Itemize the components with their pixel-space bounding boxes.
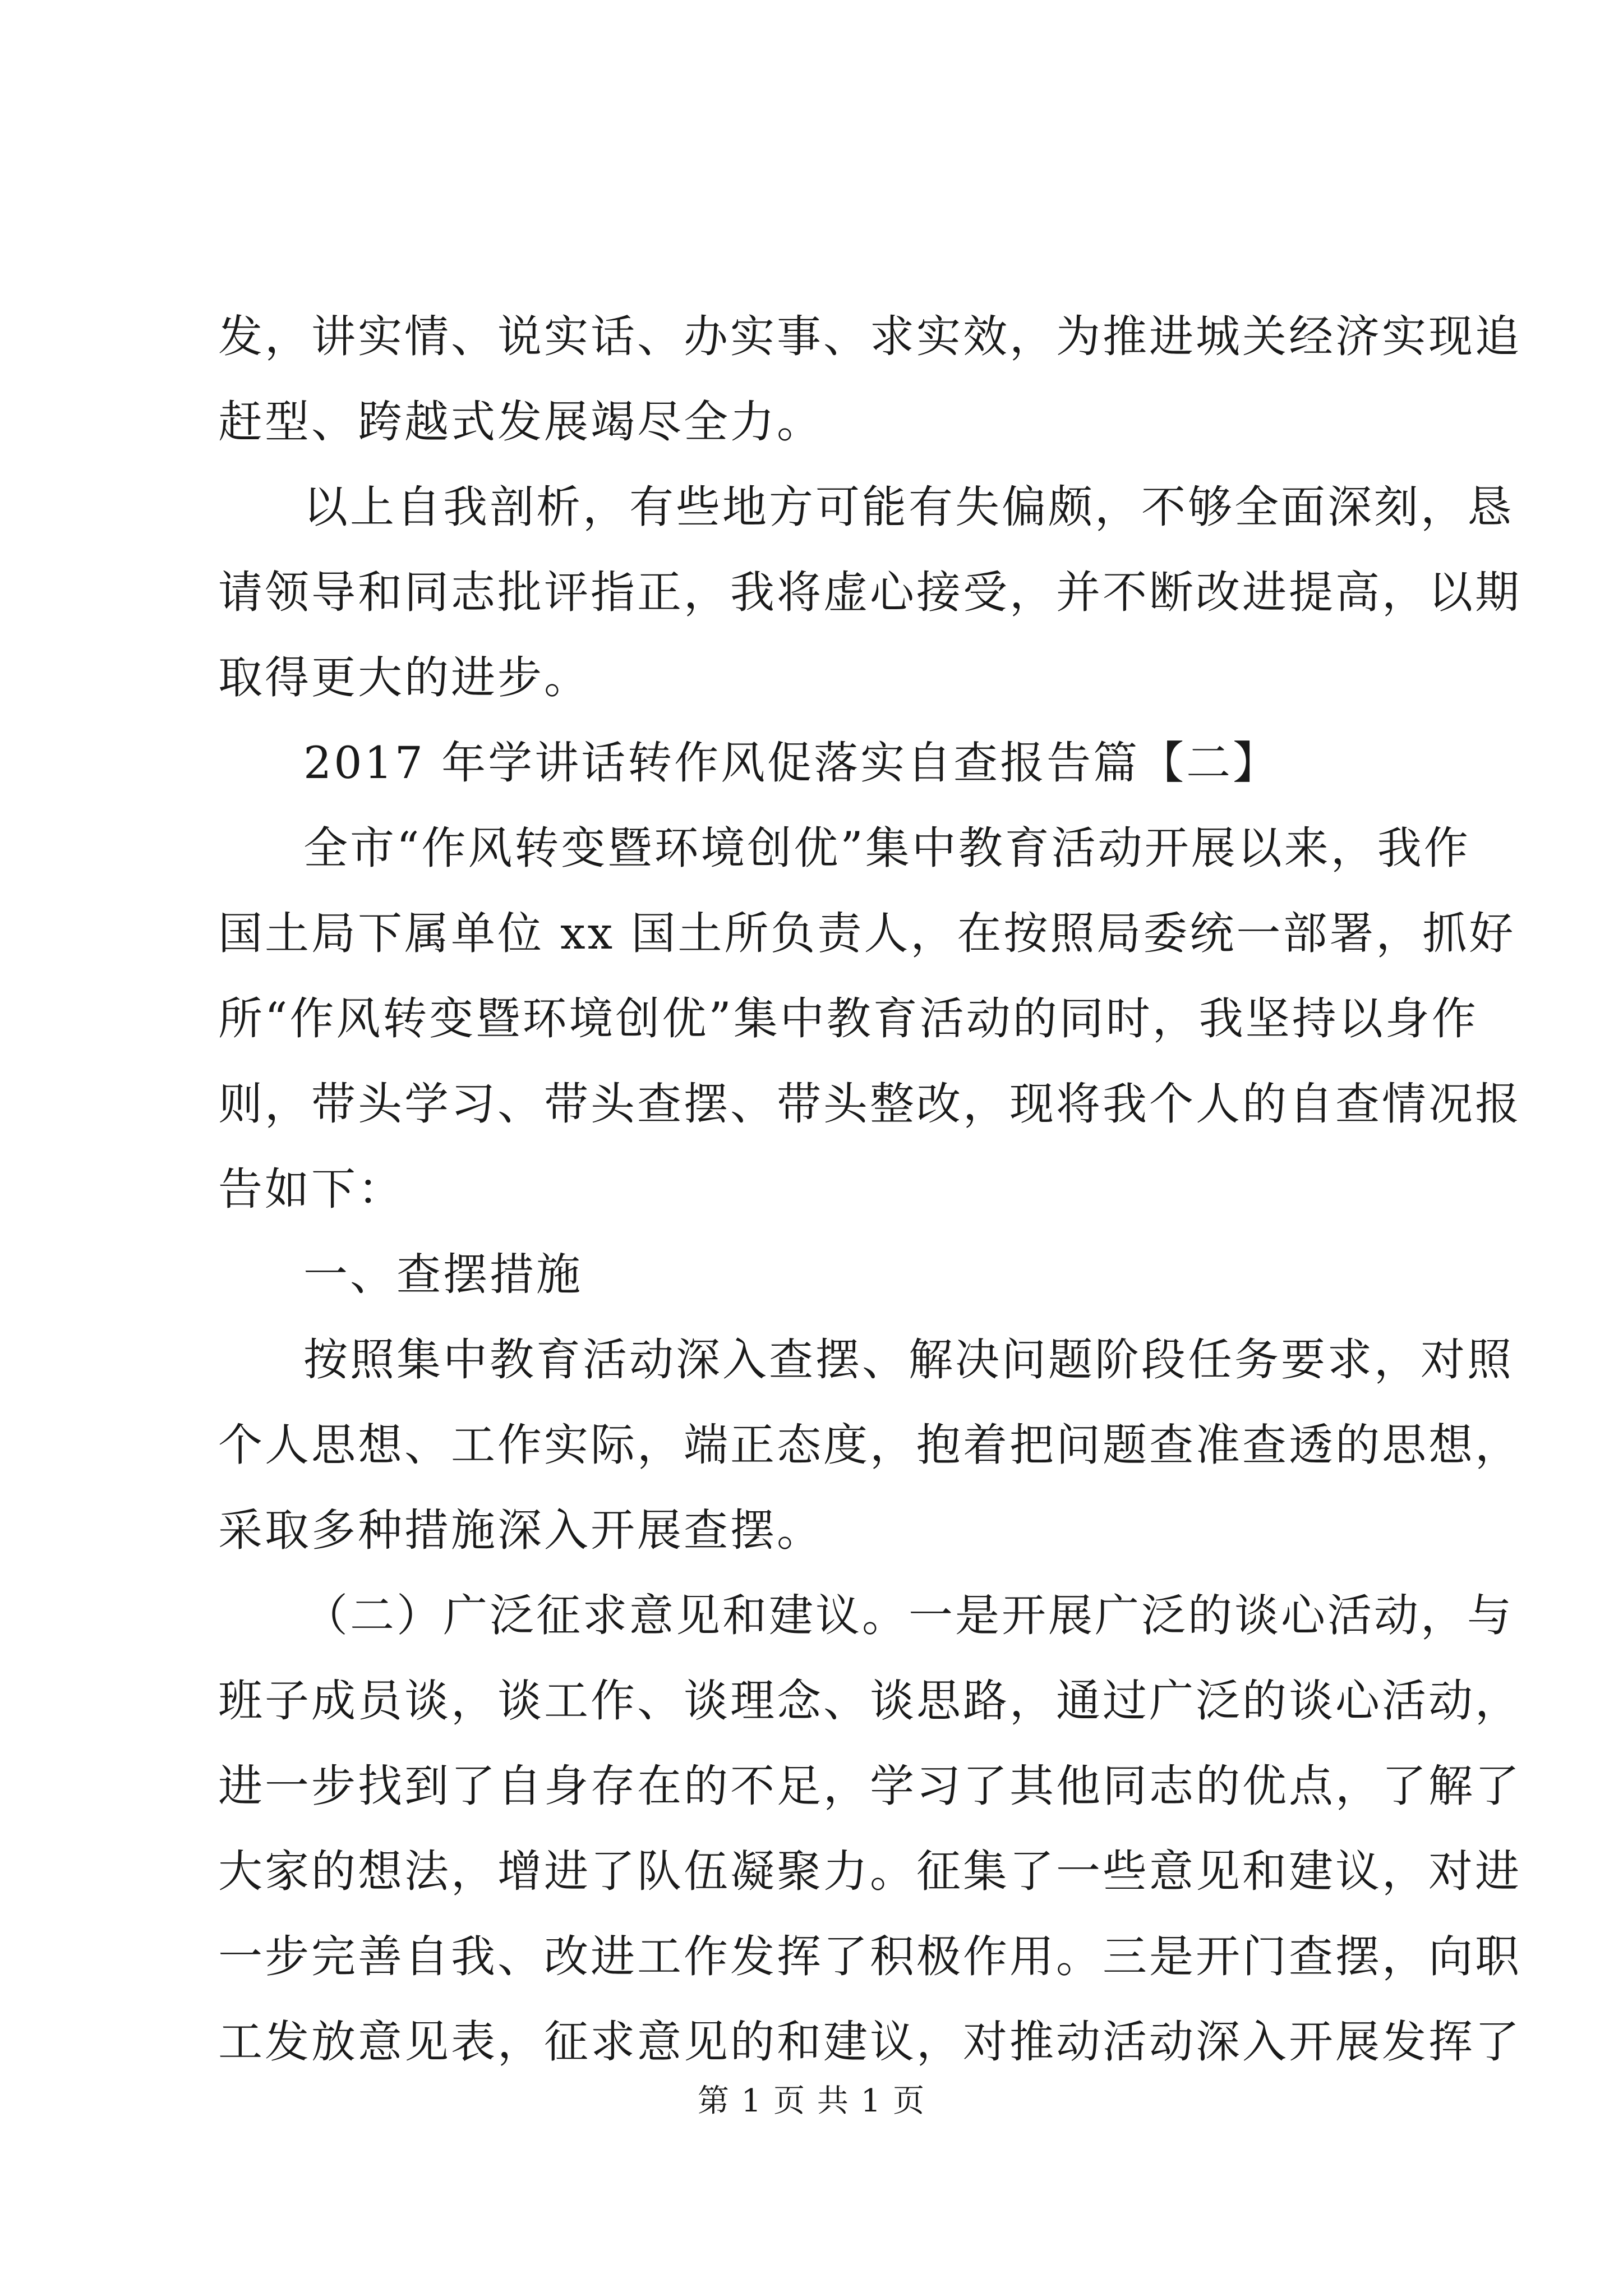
text-line: 班子成员谈，谈工作、谈理念、谈思路，通过广泛的谈心活动， (218, 1675, 1521, 1727)
text-line: 发，讲实情、说实话、办实事、求实效，为推进城关经济实现追 (218, 311, 1521, 362)
text-line: 工发放意见表，征求意见的和建议，对推动活动深入开展发挥了 (218, 2016, 1521, 2068)
text-line: 采取多种措施深入开展查摆。 (218, 1504, 823, 1556)
text-line: 一步完善自我、改进工作发挥了积极作用。三是开门查摆，向职 (218, 1931, 1521, 1982)
text-line: （二）广泛征求意见和建议。一是开展广泛的谈心活动，与 (303, 1590, 1514, 1641)
section-heading: 2017 年学讲话转作风促落实自查报告篇【二】 (303, 737, 1280, 789)
text-line: 全市“作风转变暨环境创优”集中教育活动开展以来，我作 (303, 822, 1470, 874)
text-line: 告如下： (218, 1163, 404, 1215)
section-heading: 一、查摆措施 (303, 1249, 583, 1300)
text-line: 所“作风转变暨环境创优”集中教育活动的同时，我坚持以身作 (218, 993, 1478, 1045)
text-line: 进一步找到了自身存在的不足，学习了其他同志的优点，了解了 (218, 1760, 1521, 1812)
text-line: 则，带头学习、带头查摆、带头整改，现将我个人的自查情况报 (218, 1078, 1521, 1130)
page-number-footer: 第 1 页 共 1 页 (697, 2083, 926, 2119)
text-line: 取得更大的进步。 (218, 652, 591, 703)
text-line: 请领导和同志批评指正，我将虚心接受，并不断改进提高，以期 (218, 567, 1521, 618)
text-line: 赶型、跨越式发展竭尽全力。 (218, 396, 823, 448)
text-line: 按照集中教育活动深入查摆、解决问题阶段任务要求，对照 (303, 1334, 1514, 1386)
text-line: 国土局下属单位 xx 国土所负责人，在按照局委统一部署，抓好 (218, 908, 1516, 959)
text-line: 个人思想、工作实际，端正态度，抱着把问题查准查透的思想， (218, 1419, 1521, 1471)
text-line: 大家的想法，增进了队伍凝聚力。征集了一些意见和建议，对进 (218, 1846, 1521, 1897)
text-line: 以上自我剖析，有些地方可能有失偏颇，不够全面深刻，恳 (303, 481, 1514, 533)
